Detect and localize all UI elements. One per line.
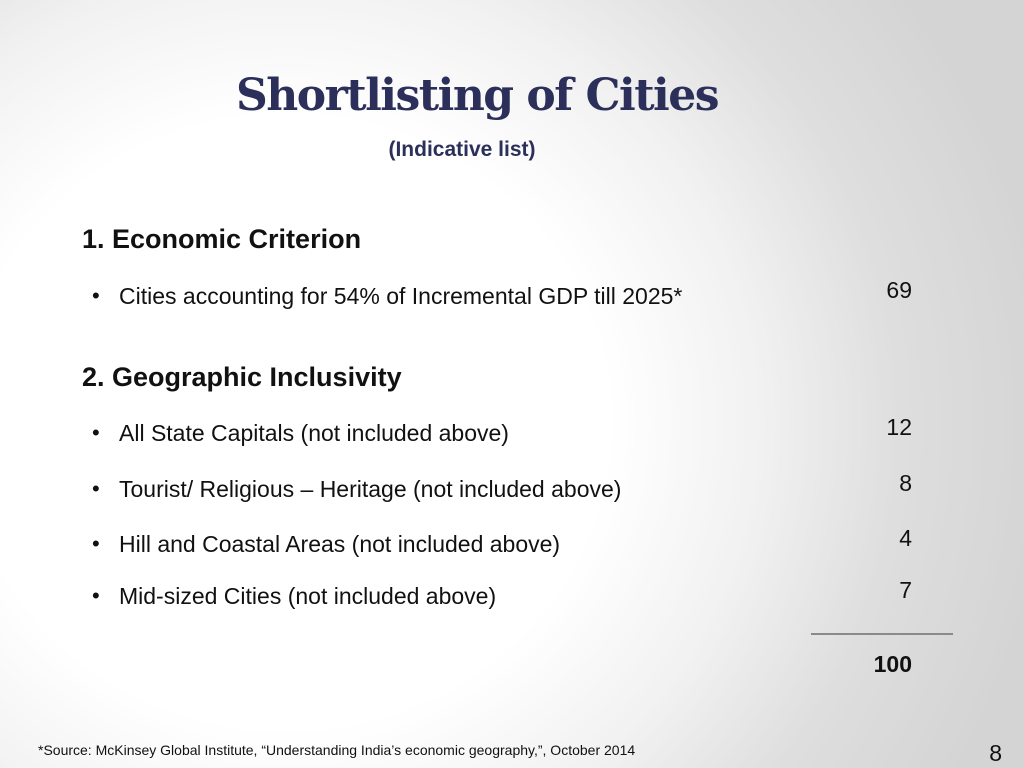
bullet-icon: •: [92, 531, 100, 556]
total-value: 100: [873, 651, 912, 677]
list-item: [92, 277, 912, 317]
section-heading-economic: 1. Economic Criterion: [82, 224, 362, 254]
item-label: Hill and Coastal Areas (not included above): [119, 531, 561, 557]
item-value: 4: [899, 525, 912, 551]
item-value: 8: [899, 470, 912, 496]
slide-subtitle: (Indicative list): [388, 138, 536, 161]
list-item: [92, 470, 912, 510]
item-value: 7: [899, 577, 912, 603]
source-footnote: *Source: McKinsey Global Institute, “Understanding India’s economic geography,”, October 2014: [38, 742, 636, 758]
item-value: 12: [886, 414, 912, 440]
item-label: Tourist/ Religious – Heritage (not included above): [119, 476, 622, 502]
item-label: Mid-sized Cities (not included above): [119, 583, 497, 609]
item-value: 69: [886, 277, 912, 303]
bullet-icon: •: [92, 283, 100, 308]
item-label: All State Capitals (not included above): [119, 420, 509, 446]
list-item: [92, 525, 912, 565]
bullet-icon: •: [92, 583, 100, 608]
bullet-icon: •: [92, 420, 100, 445]
total-divider: [811, 633, 953, 635]
page-number: 8: [989, 740, 1002, 766]
section-heading-geographic: 2. Geographic Inclusivity: [82, 362, 402, 392]
item-label: Cities accounting for 54% of Incremental GDP till 2025*: [119, 283, 683, 309]
slide-title: Shortlisting of Cities: [235, 70, 719, 121]
bullet-icon: •: [92, 476, 100, 501]
list-item: [92, 414, 912, 454]
list-item: [92, 577, 912, 617]
